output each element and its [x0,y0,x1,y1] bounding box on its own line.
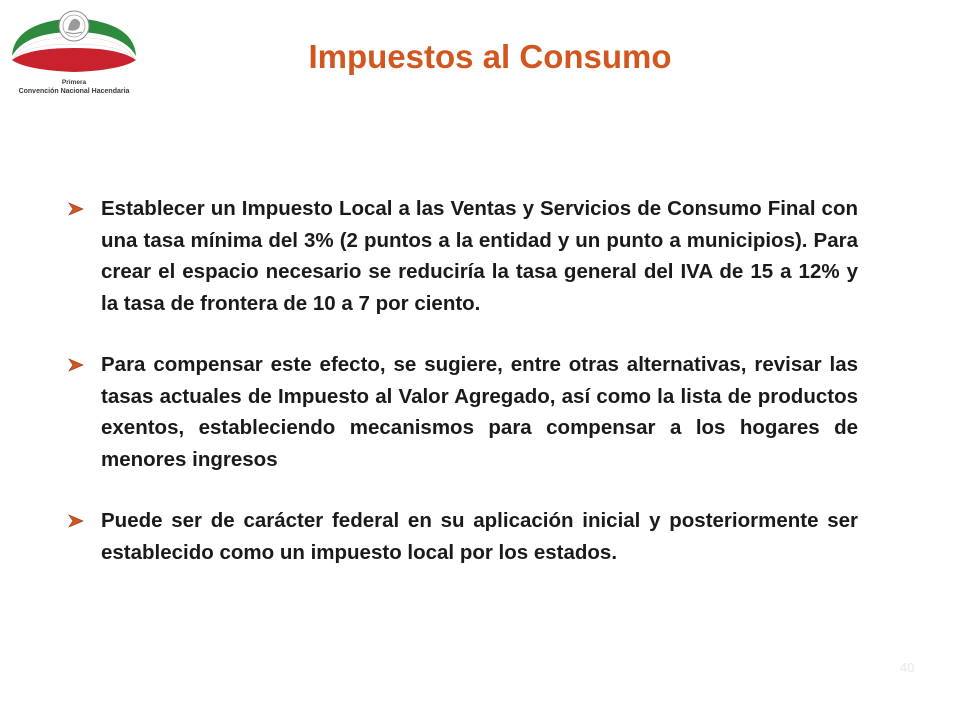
bullet-item-2 [66,349,858,475]
bullet-item-3 [66,505,858,568]
page-number: 40 [900,660,915,675]
logo-line-primera: Primera [61,79,87,86]
bullet-text-2: Para compensar este efecto, se sugiere, entre otras alternativas, revisar las tasas actuales de Impuesto al Valor Agregado, así como la lista de productos exentos, estableciendo mecanismos para compensar a los hogares de menores ingresos [101,353,858,471]
arrow-bullet-icon [68,358,84,372]
mexican-eagle-seal-icon [4,4,144,82]
logo-line-convencion: Convención Nacional Hacendaria [18,88,130,95]
arrow-bullet-icon [68,202,84,216]
page-title: Impuestos al Consumo [308,38,672,75]
convention-logo [4,4,154,104]
bullet-item-1 [66,193,858,319]
bullet-list [66,193,858,598]
bullet-text-1: Establecer un Impuesto Local a las Ventas y Servicios de Consumo Final con una tasa mínima del 3% (2 puntos a la entidad y un punto a municipios). Para crear el espacio necesario se reduciría la tasa general del IVA de 15 a 12% y la tasa de frontera de 10 a 7 por ciento. [101,197,858,315]
arrow-bullet-icon [68,514,84,528]
bullet-text-3: Puede ser de carácter federal en su aplicación inicial y posteriormente ser establecido como un impuesto local por los estados. [101,509,858,564]
